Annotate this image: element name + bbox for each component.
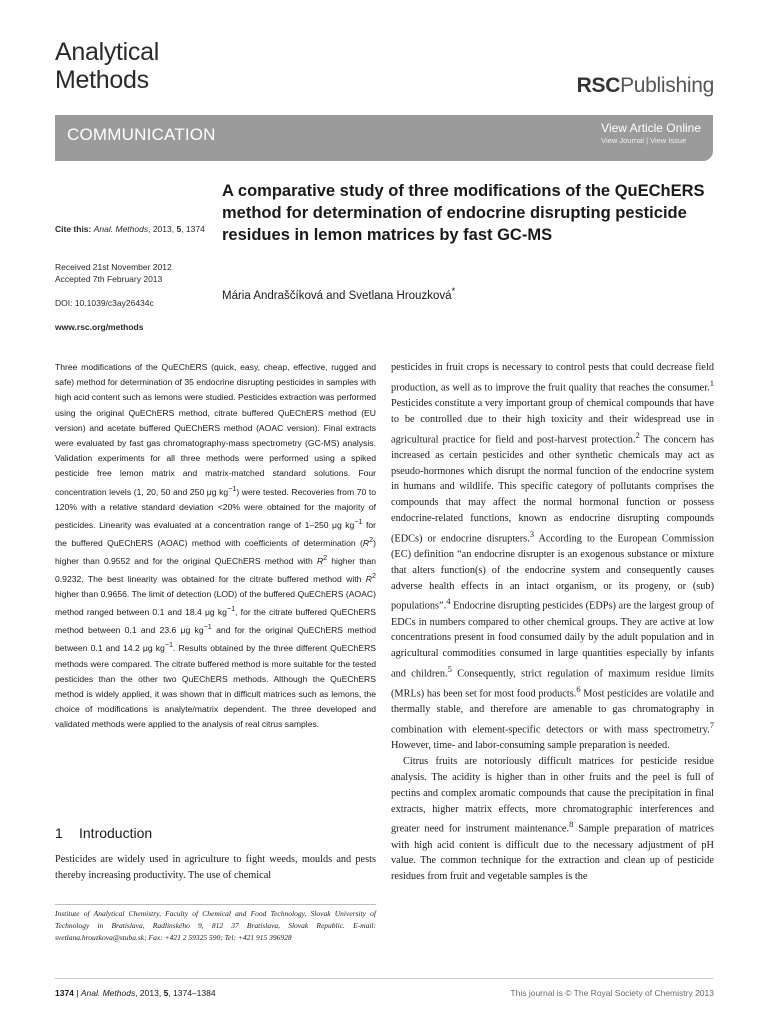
superscript: −1 [228, 484, 237, 493]
body-text: pesticides in fruit crops is necessary to control pests that could decrease field production, as well as to improve the fruit quality that reaches the consumer. [391, 362, 714, 394]
body-text: Sample preparation of matrices with high acid content is difficult due to the necessary adjustment of pH value. The common technique for the extraction and clean up of pesticide residues from fruit and vegetable samples is the [391, 823, 714, 883]
banner-links [601, 121, 701, 146]
body-text: Pesticides constitute a very important group of chemical compounds that have to be controlled due to their high toxicity and their widespread use in agricultural practice for field and post-harvest protection. [391, 398, 714, 446]
footer-year: , 2013, [135, 988, 164, 998]
journal-website-link[interactable]: www.rsc.org/methods [55, 322, 144, 332]
cite-journal: Anal. Methods [93, 224, 149, 234]
body-text: However, time- and labor-consuming sample preparation is needed. [391, 740, 670, 752]
body-text: Citrus fruits are notoriously difficult matrices for pesticide residue analysis. The acidity is higher than in other fruits and the peel is full of pectins and complex aromatic compounds that cause the precipitation in final extracts, higher matrix effects, more chromatographic interferences and greater need for instrument maintenance. [391, 756, 714, 835]
superscript: −1 [226, 605, 236, 614]
r-squared: R [316, 555, 324, 566]
abstract-text-3: for the buffered QuEChERS (AOAC) method with coefficients of determination ( [55, 519, 376, 548]
journal-name [55, 38, 159, 94]
paragraph [391, 754, 714, 885]
abstract [55, 360, 376, 733]
footer-journal: Anal. Methods [80, 988, 136, 998]
reference-link[interactable]: 4 [446, 596, 451, 607]
view-article-online-link[interactable]: View Article Online [601, 121, 701, 135]
citation [55, 224, 205, 235]
footer-volume: 5 [163, 988, 169, 998]
reference-link[interactable]: 5 [447, 664, 452, 675]
received-date: Received 21st November 2012 [55, 262, 172, 272]
view-journal-link[interactable]: View Journal [601, 136, 644, 145]
section-title: Introduction [79, 825, 153, 841]
publisher-logo-bold: RSC [576, 74, 621, 97]
reference-link[interactable]: 3 [529, 528, 535, 539]
footnote-divider [55, 904, 376, 905]
right-column-text [391, 360, 714, 885]
article-type: COMMUNICATION [67, 125, 216, 144]
body-text: The concern has increased as certain pesticides and other synthetic chemicals may act as pseudo-hormones which disrupt the normal function of the endocrine system in humans and wildlife. This specific category of pollutants comprises the compounds that may affect the normal hormonal function or possess endocrine-related functions, known as endocrine disrupting compounds (EDCs) or endocrine disrupters. [391, 434, 715, 545]
reference-link[interactable]: 6 [576, 684, 581, 695]
affiliation-footnote: Institute of Analytical Chemistry, Faculty of Chemical and Food Technology, Slovak University of Technology in Bratislava, Radlinského 9, 812 37 Bratislava, Slovak Republic. E-mail: svetlana.hrouzkova@stuba.sk; Fax: +421 2 59325 590; Tel: +421 915 396928 [55, 909, 376, 943]
superscript: 2 [369, 535, 374, 544]
section-number: 1 [55, 825, 63, 841]
footer-separator: | [73, 988, 81, 998]
abstract-text-4: ) higher than 0.9552 and for the original QuEChERS method with [55, 537, 376, 566]
article-type-banner [55, 115, 713, 161]
page-footer-citation [55, 988, 216, 998]
body-text: Consequently, strict regulation of maximum residue limits (MRLs) has been set for most food products. [391, 668, 714, 700]
publisher-logo-rest: Publishing [620, 74, 714, 97]
reference-link[interactable]: 8 [569, 819, 574, 830]
r-squared: R [362, 537, 370, 548]
r-squared: R [365, 573, 373, 584]
footer-pages: , 1374–1384 [168, 988, 216, 998]
article-title: A comparative study of three modifications of the QuEChERS method for determination of endocrine disrupting pesticide residues in lemon matrices by fast GC-MS [222, 182, 705, 244]
journal-name-line1: Analytical [55, 38, 159, 66]
copyright-notice: This journal is © The Royal Society of Chemistry 2013 [510, 988, 714, 998]
body-text: According to the European Commission (EC) definition “an endocrine disrupter is an exogenous substance or mixture that alters function(s) of the endocrine system and consequently causes adverse health effects in an intact organism, or its progeny, or (sub) populations”. [391, 533, 715, 612]
abstract-text-5: higher than 0.9232. The best linearity was obtained for the citrate buffered method with [55, 555, 376, 584]
section-heading-introduction [55, 825, 152, 841]
cite-year: , 2013, [148, 224, 177, 234]
page-number: 1374 [55, 988, 74, 998]
doi[interactable]: DOI: 10.1039/c3ay26434c [55, 298, 154, 308]
journal-name-line2: Methods [55, 66, 149, 94]
body-text: Most pesticides are volatile and thermally stable, and therefore are amenable to gas chromatography in combination with element-specific detectors or with mass spectrometry. [391, 688, 714, 736]
cite-page: , 1374 [181, 224, 205, 234]
superscript: 2 [323, 554, 328, 563]
author-names: Mária Andraščíková and Svetlana Hrouzková [222, 289, 452, 302]
cite-label: Cite this: [55, 224, 92, 234]
authors [222, 286, 455, 302]
link-separator: | [643, 136, 651, 145]
abstract-text-2: ) were tested. Recoveries from 70 to 120% with a relative standard deviation <20% were obtained for the majority of pesticides. Linearity was evaluated at a concentration range of 1–250 μg kg [55, 486, 376, 530]
superscript: −1 [203, 623, 212, 632]
superscript: −1 [164, 641, 173, 650]
view-issue-link[interactable]: View Issue [650, 136, 687, 145]
paragraph [391, 360, 714, 754]
introduction-text: Pesticides are widely used in agriculture to fight weeds, moulds and pests thereby increasing productivity. The use of chemical [55, 854, 376, 881]
superscript: −1 [354, 517, 363, 526]
abstract-text-9: . Results obtained by the three different QuEChERS methods were compared. The citrate buffered method is more suitable for the tested pesticides than the other two QuEChERS methods. Although the QuEChERS method is widely applied, it was shown that in difficult matrices such as lemons, the choice of modifications is analyte/matrix dependent. The three developed and validated methods were applied to the analysis of real citrus samples. [55, 643, 377, 730]
corresponding-author-mark: * [451, 286, 456, 297]
footer-divider [55, 978, 713, 979]
reference-link[interactable]: 7 [709, 720, 714, 731]
abstract-text-7: , for the citrate buffered QuEChERS method between 0.1 and 23.6 μg kg [55, 607, 376, 636]
cite-volume: 5 [176, 224, 182, 234]
accepted-date: Accepted 7th February 2013 [55, 274, 163, 284]
banner-sublinks [601, 135, 701, 146]
publisher-logo [577, 74, 714, 98]
reference-link[interactable]: 1 [709, 377, 714, 388]
body-text: Endocrine disrupting pesticides (EDPs) are the largest group of EDCs in numbers compared to other chemical groups. They are active at low concentrations present in food consumed daily by the adult population and in agricultural commodities consumed in large quantities especially by infants and children. [391, 600, 714, 680]
superscript: 2 [372, 572, 376, 581]
abstract-text-8: and for the original QuEChERS method between 0.1 and 14.2 μg kg [55, 625, 376, 654]
reference-link[interactable]: 2 [635, 429, 640, 440]
abstract-text-6: higher than 0.9656. The limit of detection (LOD) of the buffered QuEChERS (AOAC) method ranged between 0.1 and 18.4 μg kg [55, 589, 376, 618]
abstract-text-1: Three modifications of the QuEChERS (quick, easy, cheap, effective, rugged and safe) method for determination of 35 endocrine disrupting pesticides in samples with high acid content such as lemons were studied. Pesticides extraction was performed using the original QuEChERS method, citrate buffered QuEChERS method (EU version) and acetate buffered QuEChERS method (AOAC version). Final extracts were evaluated by fast gas chromatography-mass spectrometry (GC-MS) analysis. Validation experiments for all three methods were performed using a spiked pesticide free lemon matrix and matrix-matched standard solutions. Four concentration levels (1, 20, 50 and 250 μg kg [55, 362, 376, 497]
